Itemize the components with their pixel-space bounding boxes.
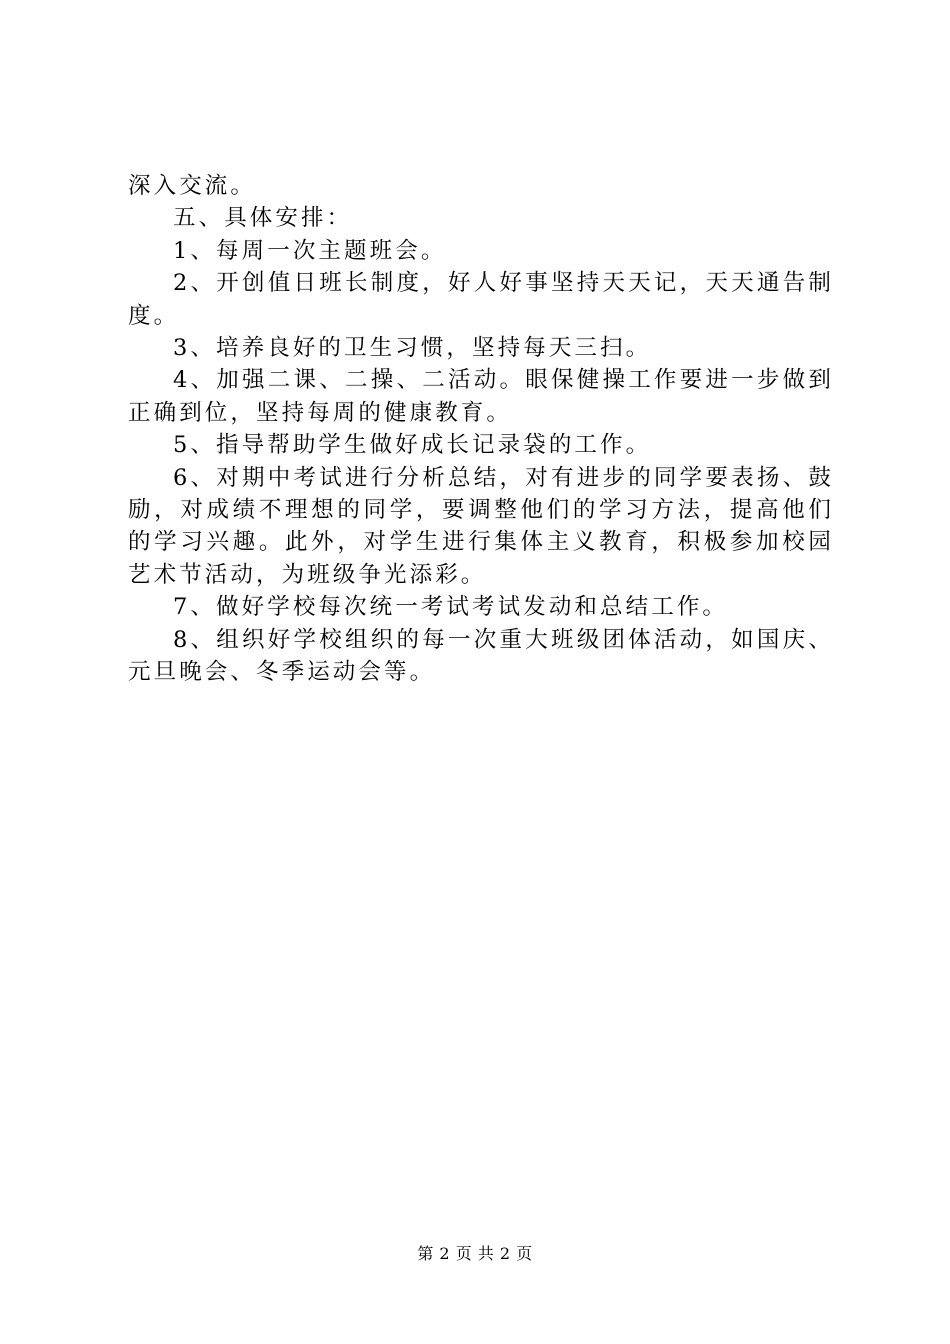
list-item-7: 7、做好学校每次统一考试考试发动和总结工作。	[173, 594, 729, 621]
list-item-4: 4、加强二课、二操、二活动。眼保健操工作要进一步做到正确到位，坚持每周的健康教育。	[128, 367, 834, 426]
list-item-5: 5、指导帮助学生做好成长记录袋的工作。	[173, 432, 652, 459]
list-item-3: 3、培养良好的卫生习惯，坚持每天三扫。	[173, 335, 652, 362]
list-item-6: 6、对期中考试进行分析总结，对有进步的同学要表扬、鼓励，对成绩不理想的同学，要调整他们的学习方法，提高他们的学习兴趣。此外，对学生进行集体主义教育，积极参加校园艺术节活动，为班级争光添彩。	[128, 464, 834, 588]
page-footer: 第 2 页 共 2 页	[417, 1244, 533, 1263]
list-item-1: 1、每周一次主题班会。	[173, 237, 447, 264]
paragraph-continuation: 深入交流。	[128, 173, 257, 199]
document-body	[128, 170, 834, 689]
section-heading-arrangements: 五、具体安排：	[173, 205, 353, 232]
list-item-2: 2、开创值日班长制度，好人好事坚持天天记，天天通告制度。	[128, 270, 834, 329]
list-item-8: 8、组织好学校组织的每一次重大班级团体活动，如国庆、元旦晚会、冬季运动会等。	[128, 626, 834, 686]
